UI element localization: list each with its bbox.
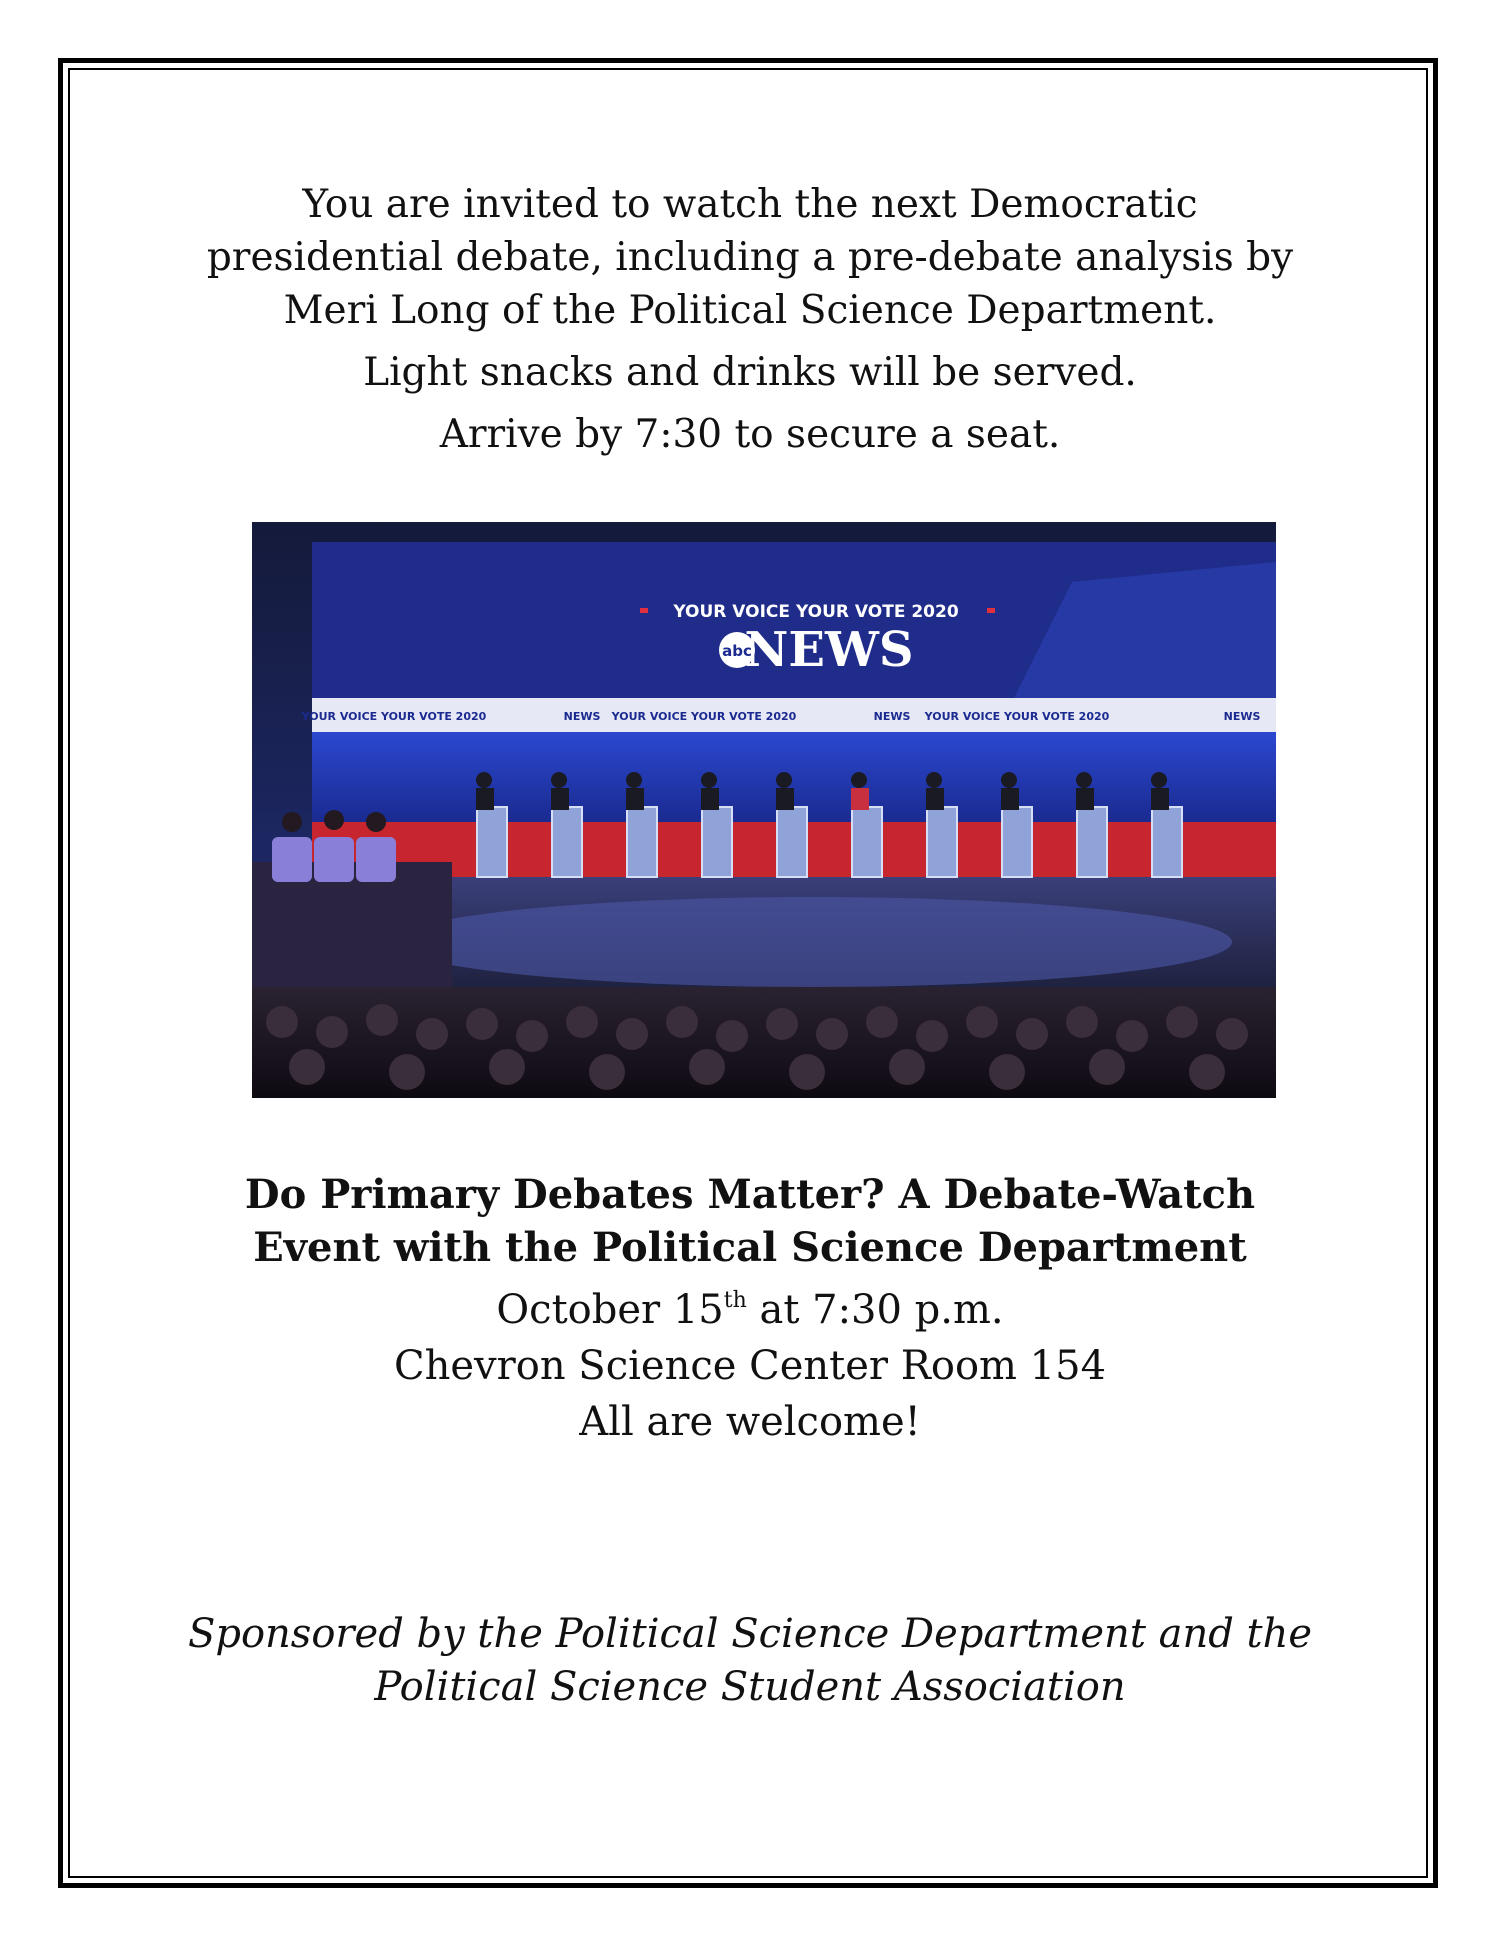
event-title-line-1: Do Primary Debates Matter? A Debate-Watch (244, 1171, 1256, 1218)
sponsor-line-2: Political Science Student Association (374, 1664, 1126, 1710)
intro-line-4: Light snacks and drinks will be served. (363, 350, 1137, 395)
ticker-item: NEWS (873, 710, 911, 723)
event-date (150, 1282, 1350, 1338)
intro-line-1: You are invited to watch the next Democratic (302, 182, 1198, 227)
event-date-time: at 7:30 p.m. (746, 1287, 1004, 1333)
ticker-item: NEWS (1223, 710, 1261, 723)
ticker-item: YOUR VOICE YOUR VOTE 2020 (301, 710, 487, 723)
banner-top-text: YOUR VOICE YOUR VOTE 2020 (673, 602, 959, 622)
news-logo-text: NEWS (744, 622, 914, 678)
event-date-prefix: October 15 (496, 1287, 724, 1333)
intro-line-3: Meri Long of the Political Science Department. (283, 288, 1217, 333)
sponsor-text (150, 1608, 1350, 1714)
event-title-line-2: Event with the Political Science Department (253, 1224, 1247, 1271)
intro-line-5: Arrive by 7:30 to secure a seat. (439, 412, 1061, 457)
debate-stage-photo (252, 522, 1276, 1098)
ticker-item: NEWS (563, 710, 601, 723)
ticker-item: YOUR VOICE YOUR VOTE 2020 (611, 710, 797, 723)
event-location: Chevron Science Center Room 154 (393, 1343, 1107, 1389)
event-details (150, 1282, 1350, 1450)
invitation-text (150, 178, 1350, 461)
sponsor-line-1: Sponsored by the Political Science Department and the (187, 1611, 1313, 1657)
event-date-ordinal: th (723, 1288, 747, 1313)
event-title (150, 1168, 1350, 1274)
ticker-item: YOUR VOICE YOUR VOTE 2020 (924, 710, 1110, 723)
event-welcome: All are welcome! (579, 1399, 921, 1445)
intro-line-2: presidential debate, including a pre-debate analysis by (206, 235, 1294, 280)
abc-logo-text: abc (722, 642, 752, 660)
